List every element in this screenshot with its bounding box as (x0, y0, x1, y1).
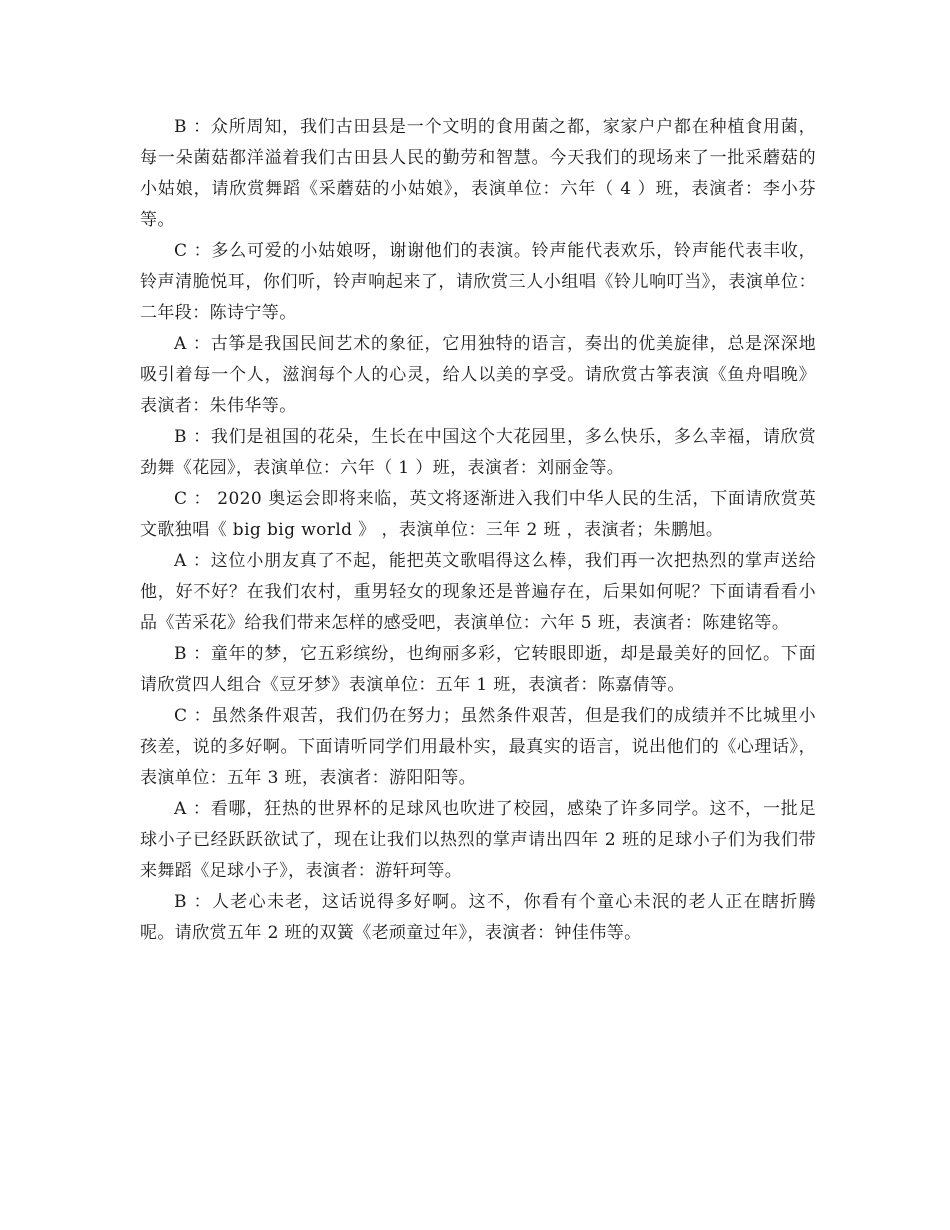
paragraph-a-sketch: A ：这位小朋友真了不起，能把英文歌唱得这么棒，我们再一次把热烈的掌声送给他，好不好？在我们农村，重男轻女的现象还是普遍存在，后果如何呢？下面请看看小品《苦采花》给我们带来怎样的感受吧，表演单位：六年 5 班，表演者：陈建铭等。 (140, 551, 816, 633)
paragraph-c-english-song: C ： 2020 奥运会即将来临，英文将逐渐进入我们中华人民的生活，下面请欣赏英文歌独唱《 big big world 》 ，表演单位：三年 2 班 ，表演者；朱鹏旭。 (140, 489, 816, 540)
paragraph-c-bells: C ：多么可爱的小姑娘呀，谢谢他们的表演。铃声能代表欢乐，铃声能代表丰收，铃声清脆悦耳，你们听，铃声响起来了，请欣赏三人小组唱《铃儿响叮当》，表演单位：二年段：陈诗宁等。 (140, 241, 816, 323)
paragraph-b-mushroom: B ：众所周知，我们古田县是一个文明的食用菌之都，家家户户都在种植食用菌，每一朵菌菇都洋溢着我们古田县人民的勤劳和智慧。今天我们的现场来了一批采蘑菇的小姑娘，请欣赏舞蹈《采蘑菇的小姑娘》，表演单位：六年（ 4 ）班，表演者：李小芬等。 (140, 117, 816, 230)
paragraph-a-football: A ：看哪，狂热的世界杯的足球风也吹进了校园，感染了许多同学。这不，一批足球小子已经跃跃欲试了，现在让我们以热烈的掌声请出四年 2 班的足球小子们为我们带来舞蹈《足球小子》，表演者：游轩珂等。 (140, 799, 816, 881)
paragraph-b-garden: B ：我们是祖国的花朵，生长在中国这个大花园里，多么快乐，多么幸福，请欣赏劲舞《花园》，表演单位：六年（ 1 ）班，表演者：刘丽金等。 (140, 427, 816, 478)
paragraph-c-heart-words: C ：虽然条件艰苦，我们仍在努力；虽然条件艰苦，但是我们的成绩并不比城里小孩差，说的多好啊。下面请听同学们用最朴实，最真实的语言，说出他们的《心理话》，表演单位：五年 3 班，表演者：游阳阳等。 (140, 706, 816, 788)
paragraph-b-old-child: B ：人老心未老，这话说得多好啊。这不，你看有个童心未泯的老人正在瞎折腾呢。请欣赏五年 2 班的双簧《老顽童过年》，表演者：钟佳伟等。 (140, 892, 816, 943)
paragraph-b-childhood-dream: B ：童年的梦，它五彩缤纷，也绚丽多彩，它转眼即逝，却是最美好的回忆。下面请欣赏四人组合《豆牙梦》表演单位：五年 1 班，表演者：陈嘉倩等。 (140, 644, 816, 695)
paragraph-a-guzheng: A ：古筝是我国民间艺术的象征，它用独特的语言，奏出的优美旋律，总是深深地吸引着每一个人，滋润每个人的心灵，给人以美的享受。请欣赏古筝表演《鱼舟唱晚》 表演者：朱伟华等。 (140, 334, 816, 416)
document-body (140, 112, 816, 949)
